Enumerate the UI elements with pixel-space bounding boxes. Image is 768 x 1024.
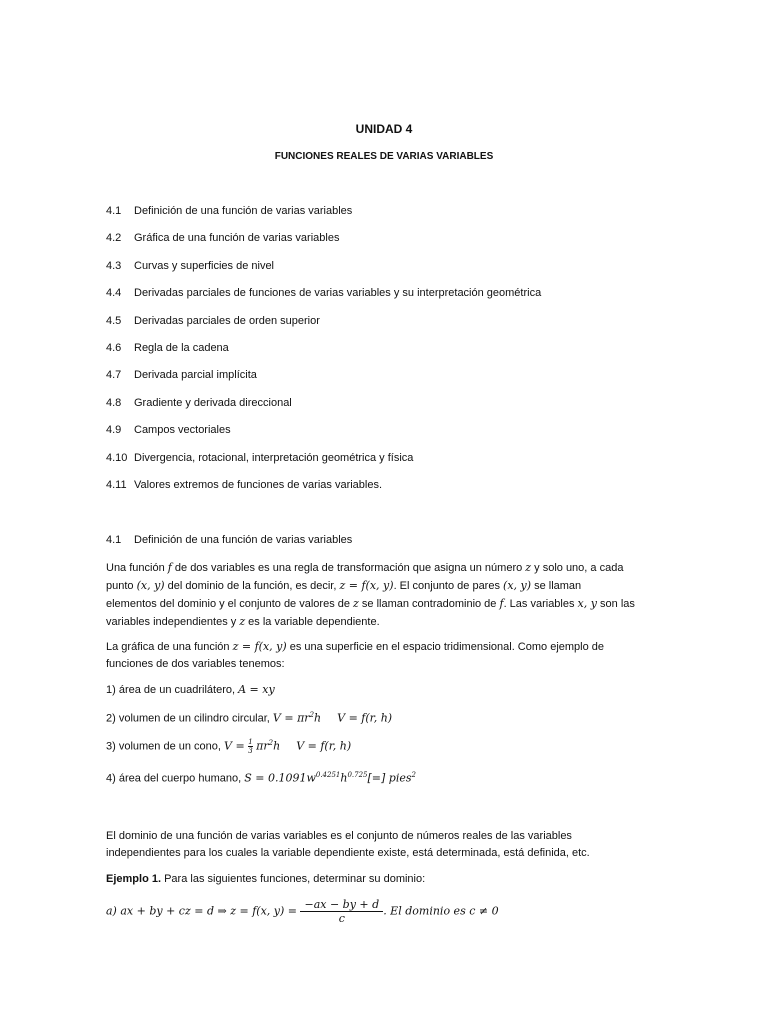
paragraph-line (106, 656, 666, 673)
toc-item (106, 260, 274, 272)
math-z: z (239, 615, 246, 628)
math-f: f (167, 561, 172, 574)
toc-item-number: 4.3 (106, 260, 122, 272)
text-run: del dominio de la función, es decir, (164, 580, 340, 592)
example-2-cylinder (106, 711, 392, 725)
section-heading (106, 534, 352, 546)
text-run: funciones de dos variables tenemos: (106, 658, 285, 670)
math-expression: [=] pies (367, 771, 412, 785)
math-xy: (x, y) (136, 579, 165, 592)
text-run: son las (596, 598, 635, 610)
math-z: z (525, 561, 532, 574)
paragraph-line (106, 595, 666, 613)
definition-paragraph (106, 559, 666, 631)
toc-item (106, 424, 231, 436)
text-run: se llaman (531, 580, 582, 592)
toc-item (106, 315, 320, 327)
toc-item-number: 4.8 (106, 397, 122, 409)
text-run: Para las siguientes funciones, determinar su dominio: (161, 873, 426, 885)
example-1-heading (106, 873, 425, 885)
fraction-denominator: c (338, 912, 345, 925)
graph-paragraph (106, 638, 666, 673)
toc-item (106, 397, 292, 409)
example-3-cone (106, 738, 351, 755)
toc-item (106, 342, 229, 354)
math-z-equals-f: z = f(x, y) (339, 579, 394, 592)
example-label: Ejemplo 1. (106, 873, 162, 885)
text-run: elementos del dominio y el conjunto de valores de (106, 598, 354, 610)
math-expression: a) ax + by + cz = d ⇒ z = f(x, y) = (106, 904, 301, 918)
fraction-numerator: 1 (248, 738, 253, 746)
toc-item (106, 452, 413, 464)
math-expression: S = 0.1091w (244, 771, 316, 785)
toc-item-number: 4.4 (106, 287, 122, 299)
toc-item-text: Campos vectoriales (134, 424, 231, 436)
fraction-denominator: 3 (248, 747, 253, 755)
text-run: 3) volumen de un cono, (106, 740, 225, 753)
exponent: 2 (309, 711, 315, 719)
text-run: . El conjunto de pares (393, 580, 504, 592)
text-run: . Las variables (503, 598, 578, 610)
math-expression: V = f(r, h) (337, 711, 393, 725)
fraction (300, 898, 383, 925)
unit-title: UNIDAD 4 (355, 122, 413, 136)
paragraph-line (106, 638, 666, 656)
paragraph-line: independientes para los cuales la variable dependiente existe, está determinada, está definida, etc. (106, 847, 590, 859)
text-run: se llaman contradominio de (358, 598, 500, 610)
math-expression: V = (224, 739, 249, 753)
toc-item-number: 4.5 (106, 315, 122, 327)
toc-item-number: 4.10 (106, 452, 128, 464)
example-1-area (106, 683, 275, 696)
text-run: y solo uno, a cada (531, 562, 624, 574)
toc-item-number: 4.7 (106, 369, 122, 381)
math-z: z (353, 597, 359, 610)
math-expression: V = f(r, h) (296, 739, 352, 753)
toc-item-text: Definición de una función de varias variables (134, 205, 353, 217)
text-run: es una superficie en el espacio tridimensional. Como ejemplo de (286, 641, 605, 653)
example-4-body-area (106, 771, 416, 785)
exponent: 2 (268, 738, 274, 747)
math-expression: h (273, 739, 281, 753)
toc-item (106, 479, 382, 491)
toc-item-text: Gráfica de una función de varias variables (134, 232, 340, 244)
toc-item-text: Divergencia, rotacional, interpretación geométrica y física (134, 452, 414, 464)
toc-item (106, 232, 339, 244)
text-run: La gráfica de una función (106, 641, 233, 653)
formula-a (106, 898, 499, 925)
math-expression: πr (252, 739, 269, 753)
math-z-equals-f: z = f(x, y) (232, 640, 287, 653)
text-run: variables independientes y (106, 616, 240, 628)
fraction-numerator: −ax − by + d (300, 898, 383, 912)
paragraph-line (106, 559, 666, 577)
domain-paragraph (106, 828, 666, 862)
toc-item-text: Valores extremos de funciones de varias variables. (134, 479, 383, 491)
math-f: f (499, 597, 504, 610)
unit-subtitle: FUNCIONES REALES DE VARIAS VARIABLES (274, 151, 494, 162)
toc-item-text: Gradiente y derivada direccional (134, 397, 292, 409)
text-run: 2) volumen de un cilindro circular, (106, 712, 273, 725)
text-run: Una función (106, 562, 168, 574)
toc-item-number: 4.2 (106, 232, 122, 244)
toc-item (106, 287, 541, 299)
toc-item-text: Derivadas parciales de orden superior (134, 315, 320, 327)
text-run: 4) área del cuerpo humano, (106, 772, 245, 785)
math-expression: V = πr (272, 711, 310, 725)
text-run: de dos variables es una regla de transformación que asigna un número (171, 562, 526, 574)
text-run: 1) área de un cuadrilátero, (106, 684, 239, 696)
toc-item-text: Regla de la cadena (134, 342, 229, 354)
exponent: 0.725 (347, 771, 368, 779)
section-heading-number: 4.1 (106, 534, 122, 546)
toc-item-number: 4.6 (106, 342, 122, 354)
text-run: punto (106, 580, 137, 592)
math-xy: (x, y) (503, 579, 532, 592)
section-heading-text: Definición de una función de varias variables (134, 534, 353, 546)
paragraph-line: El dominio de una función de varias variables es el conjunto de números reales de las variables (106, 830, 572, 842)
text-run: es la variable dependiente. (245, 616, 380, 628)
math-expression: A = xy (238, 683, 275, 696)
toc-item-number: 4.11 (106, 479, 127, 491)
toc-item (106, 369, 257, 381)
toc-item-text: Derivada parcial implícita (134, 369, 257, 381)
paragraph-line (106, 577, 666, 595)
toc-item-text: Derivadas parciales de funciones de varias variables y su interpretación geométrica (134, 287, 542, 299)
toc-item-number: 4.1 (106, 205, 122, 217)
math-expression: h (314, 711, 322, 725)
exponent: 0.4251 (315, 771, 341, 779)
paragraph-line (106, 613, 666, 631)
toc-item-text: Curvas y superficies de nivel (134, 260, 275, 272)
toc-item (106, 205, 352, 217)
math-expression: . El dominio es c ≠ 0 (383, 904, 499, 918)
toc-item-number: 4.9 (106, 424, 122, 436)
math-expression: h (340, 771, 348, 785)
math-x-y: x, y (577, 597, 597, 610)
exponent: 2 (411, 771, 416, 779)
